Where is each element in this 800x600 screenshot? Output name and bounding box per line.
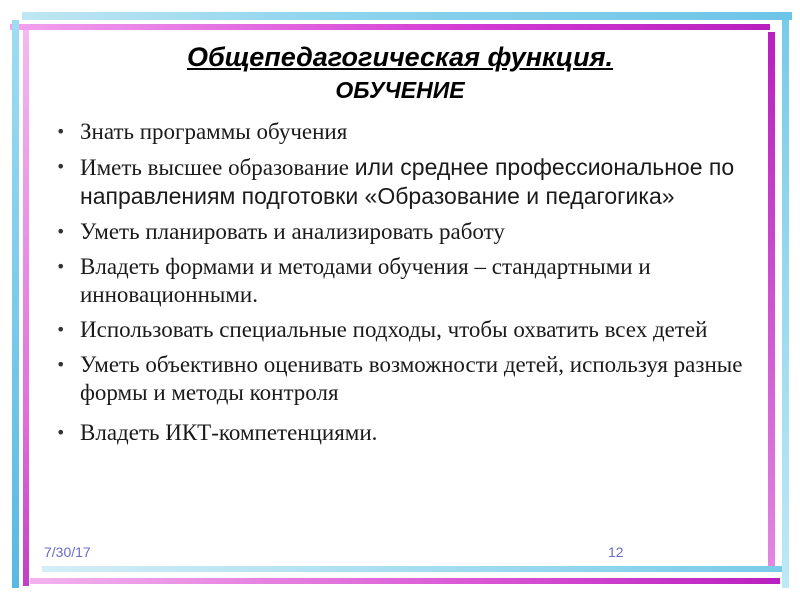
footer-date: 7/30/17 — [44, 544, 91, 560]
list-item — [52, 153, 764, 211]
frame-left-magenta-bar — [23, 30, 29, 586]
list-item — [52, 118, 764, 146]
bullet-dot-icon: • — [56, 157, 66, 176]
list-item — [52, 316, 764, 344]
frame-right-cyan-bar — [782, 20, 789, 588]
slide-title — [60, 40, 740, 106]
bullet-dot-icon: • — [56, 355, 66, 374]
list-item-text: Уметь объективно оценивать возможности детей, используя разные формы и методы контроля — [80, 352, 743, 405]
bullet-dot-icon: • — [56, 257, 66, 276]
bullet-dot-icon: • — [56, 222, 66, 241]
bullet-dot-icon: • — [56, 320, 66, 339]
bullet-dot-icon: • — [56, 122, 66, 141]
page-number: 12 — [608, 544, 624, 560]
list-item-text-part2: или среднее профессиональное по направлениям подготовки «Образование и педагогика» — [80, 154, 735, 209]
bullet-list — [52, 118, 764, 454]
list-item — [52, 253, 764, 309]
slide-title-line1: Общепедагогическая функция. — [186, 42, 614, 72]
list-item-text: Использовать специальные подходы, чтобы охватить всех детей — [80, 317, 708, 342]
frame-left-cyan-bar — [12, 20, 19, 588]
bullet-dot-icon: • — [56, 423, 66, 442]
frame-bottom-cyan-bar — [42, 566, 782, 572]
frame-top-cyan-bar — [22, 12, 792, 20]
frame-right-magenta-bar — [768, 32, 775, 566]
list-item-text: Уметь планировать и анализировать работу — [80, 219, 505, 244]
list-item-text: Владеть формами и методами обучения – стандартными и инновационными. — [80, 254, 651, 307]
slide-title-line2: ОБУЧЕНИЕ — [335, 77, 465, 103]
list-item-text-part1: Иметь высшее образование — [80, 155, 355, 180]
list-item-text: Знать программы обучения — [80, 119, 348, 144]
list-item — [52, 351, 764, 407]
list-item-text: Владеть ИКТ-компетенциями. — [80, 420, 378, 445]
frame-top-magenta-bar — [10, 24, 770, 30]
frame-bottom-magenta-bar — [30, 578, 780, 584]
list-item — [52, 218, 764, 246]
list-item — [52, 419, 764, 447]
